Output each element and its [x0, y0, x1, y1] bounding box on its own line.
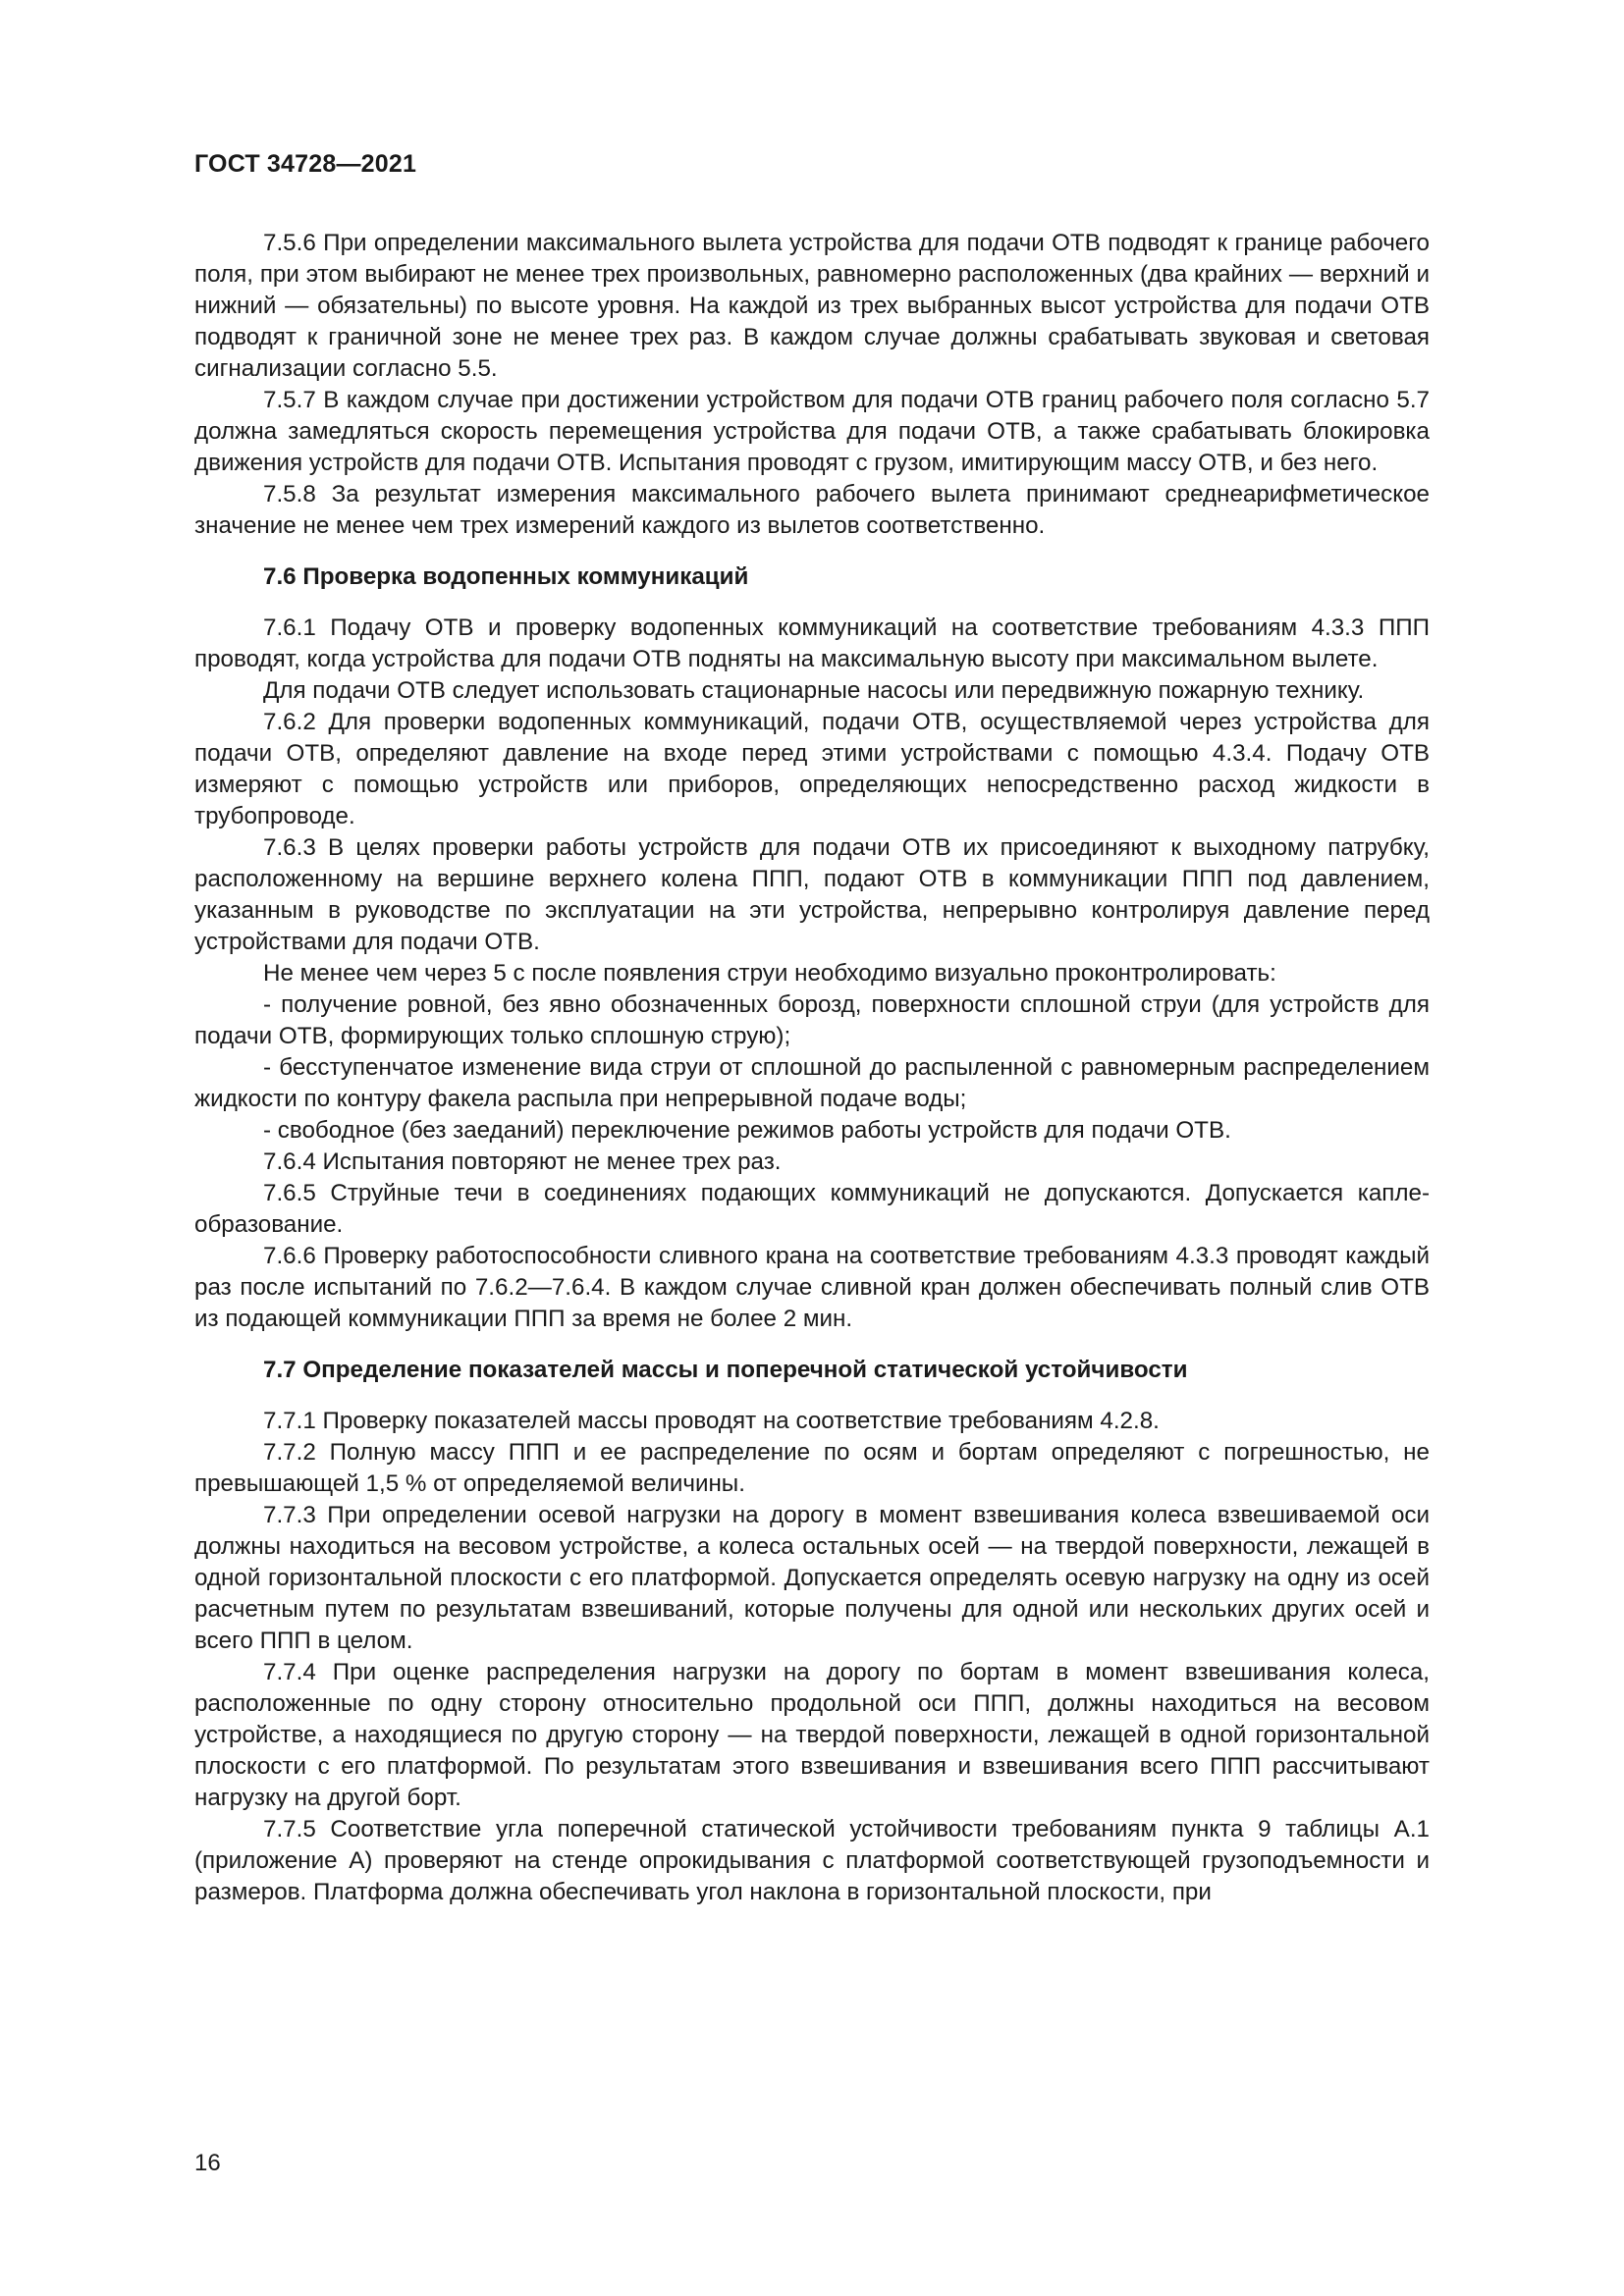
section-heading-7-6: 7.6 Проверка водопенных коммуникаций	[263, 563, 749, 590]
paragraph-7-5-6: 7.5.6 При определении максимального вылета устройства для подачи ОТВ подводят к границе рабочего поля, при этом выбирают не менее трех произвольных, равномерно расположенных (два крайних — верхний и нижний — обязательны) по высоте уровня. На каждой из трех выбранных высот устройства для подачи ОТВ подводят к граничной зоне не менее трех раз. В каждом случае должны срабатывать звуковая и световая сигнализации согласно 5.5.	[194, 230, 1430, 382]
paragraph-7-6-1: 7.6.1 Подачу ОТВ и проверку водопенных коммуникаций на соответствие требованиям 4.3.3 ППП проводят, когда устройства для подачи ОТВ подняты на максимальную высоту при максимальном вылете.	[194, 614, 1430, 672]
paragraph-7-7-2: 7.7.2 Полную массу ППП и ее распределение по осям и бортам определяют с погрешностью, не превышающей 1,5 % от определяемой величины.	[194, 1439, 1430, 1497]
list-item-check-3: - свободное (без заеданий) переключение режимов работы устройств для подачи ОТВ.	[263, 1117, 1231, 1144]
paragraph-7-7-1: 7.7.1 Проверку показателей массы проводят на соответствие требованиям 4.2.8.	[263, 1408, 1160, 1434]
paragraph-7-6-6: 7.6.6 Проверку работоспособности сливного крана на соответствие требованиям 4.3.3 проводят каждый раз после испытаний по 7.6.2—7.6.4. В каждом случае сливной кран должен обеспечивать полный слив ОТВ из подающей коммуникации ППП за время не более 2 мин.	[194, 1243, 1430, 1332]
paragraph-7-6-3: 7.6.3 В целях проверки работы устройств для подачи ОТВ их присоединяют к выходному патрубку, расположенному на вершине верхнего колена ППП, подают ОТВ в коммуникации ППП под давлением, указанным в руководстве по эксплуатации на эти устройства, непрерывно контролируя давление перед устройствами для подачи ОТВ.	[194, 834, 1430, 955]
list-item-check-2: - бесступенчатое изменение вида струи от сплошной до распыленной с равномерным распределением жидкости по контуру факела распыла при непрерывной подаче воды;	[194, 1054, 1430, 1112]
document-body	[194, 228, 1430, 1908]
document-code-header: ГОСТ 34728—2021	[194, 150, 417, 178]
paragraph-7-6-2: 7.6.2 Для проверки водопенных коммуникаций, подачи ОТВ, осуществляемой через устройства для подачи ОТВ, определяют давление на входе перед этими устройствами с помощью 4.3.4. Подачу ОТВ измеряют с помощью устройств или приборов, определяющих непосредственно расход жидкости в трубопроводе.	[194, 709, 1430, 829]
paragraph-7-6-4: 7.6.4 Испытания повторяют не менее трех раз.	[263, 1148, 782, 1175]
paragraph-7-7-5: 7.7.5 Соответствие угла поперечной статической устойчивости требованиям пункта 9 таблицы А.1 (приложение А) проверяют на стенде опрокидывания с платформой соответствующей грузоподъемности и размеров. Платформа должна обеспечивать угол наклона в горизонтальной плоскости, при	[194, 1816, 1430, 1905]
paragraph-7-5-8: 7.5.8 За результат измерения максимального рабочего вылета принимают среднеарифметическое значение не менее чем трех измерений каждого из вылетов соответственно.	[194, 481, 1430, 539]
paragraph-7-5-7: 7.5.7 В каждом случае при достижении устройством для подачи ОТВ границ рабочего поля согласно 5.7 должна замедляться скорость перемещения устройства для подачи ОТВ, а также срабатывать блокировка движения устройств для подачи ОТВ. Испытания проводят с грузом, имитирующим массу ОТВ, и без него.	[194, 387, 1430, 476]
paragraph-7-6-5: 7.6.5 Струйные течи в соединениях подающих коммуникаций не допускаются. Допускается каплеобразование.	[194, 1180, 1430, 1238]
page-number: 16	[194, 2150, 221, 2176]
paragraph-7-6-1-note: Для подачи ОТВ следует использовать стационарные насосы или передвижную пожарную технику.	[263, 677, 1365, 704]
list-item-check-1: - получение ровной, без явно обозначенных борозд, поверхности сплошной струи (для устройств для подачи ОТВ, формирующих только сплошную струю);	[194, 991, 1430, 1049]
section-heading-7-7: 7.7 Определение показателей массы и поперечной статической устойчивости	[263, 1357, 1188, 1383]
paragraph-7-7-3: 7.7.3 При определении осевой нагрузки на дорогу в момент взвешивания колеса взвешиваемой оси должны находиться на весовом устройстве, а колеса остальных осей — на твердой поверхности, лежащей в одной горизонтальной плоскости с его платформой. Допускается определять осевую нагрузку на одну из осей расчетным путем по результатам взвешиваний, которые получены для одной или нескольких других осей и всего ППП в целом.	[194, 1502, 1430, 1654]
paragraph-7-7-4: 7.7.4 При оценке распределения нагрузки на дорогу по бортам в момент взвешивания колеса, расположенные по одну сторону относительно продольной оси ППП, должны находиться на весовом устройстве, а находящиеся по другую сторону — на твердой поверхности, лежащей в одной горизонтальной плоскости с его платформой. По результатам этого взвешивания и взвешивания всего ППП рассчитывают нагрузку на другой борт.	[194, 1659, 1430, 1811]
paragraph-7-6-3-check-intro: Не менее чем через 5 с после появления струи необходимо визуально проконтролировать:	[263, 960, 1276, 987]
